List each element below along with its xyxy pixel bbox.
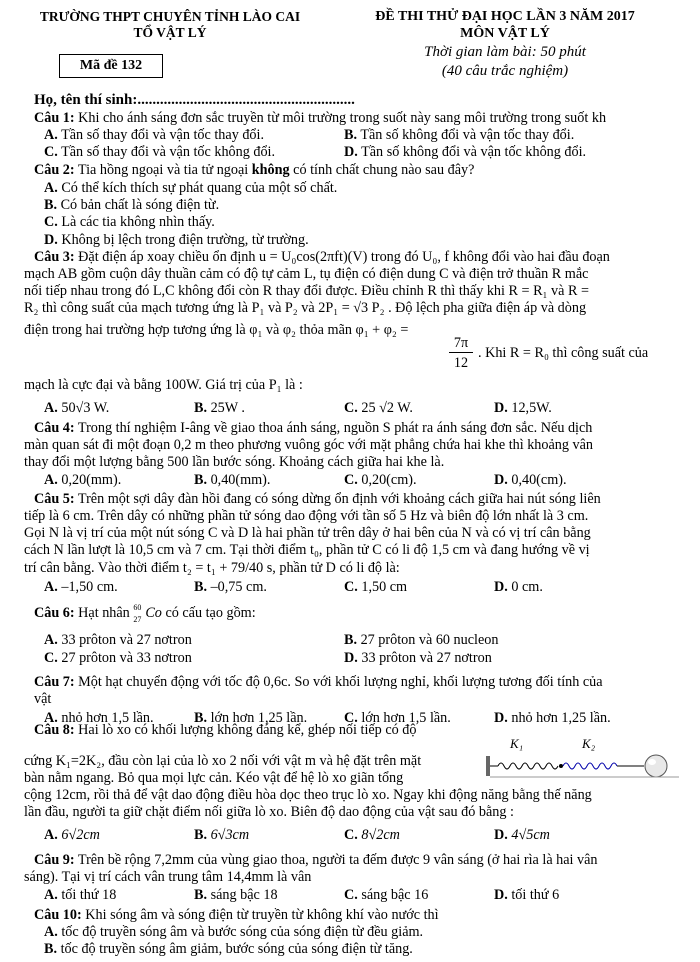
exam-code-box: Mã đề 132 [59, 54, 163, 78]
option-d[interactable]: D. 4√5cm [494, 827, 550, 843]
option-d[interactable]: D. 0 cm. [494, 579, 543, 595]
subject-title: MÔN VẬT LÝ [460, 26, 550, 41]
question-stem: Hai lò xo có khối lượng không đáng kể, ghép nối tiếp có độ [78, 722, 417, 738]
wall [486, 756, 490, 776]
question-label: Câu 2: [34, 162, 75, 178]
question-stem-line: cách N lần lượt là 10,5 cm và 7 cm. Tại thời điểm t₀, phần tử C có li độ 1,5 cm và đang hướng về vị [24, 542, 590, 558]
question-stem-line: mạch AB gồm cuộn dây thuần cảm có độ tự cảm L, tụ điện có điện dung C và điện trở thuần R mắc [24, 266, 589, 282]
option-c[interactable]: C. lớn hơn 1,5 lần. [344, 710, 451, 726]
option-d[interactable]: D. 0,40(cm). [494, 472, 567, 488]
question-stem: Đặt điện áp xoay chiều ổn định u = U₀cos(2πft)(V) trong đó U₀, f không đổi vào hai đầu đoạn [78, 249, 610, 265]
question-label: Câu 9: [34, 852, 75, 868]
option-d[interactable]: D. tối thứ 6 [494, 887, 560, 903]
option-d[interactable]: D. 33 prôton và 27 nơtron [344, 650, 492, 666]
option-a[interactable]: A. –1,50 cm. [44, 579, 118, 595]
option-a[interactable]: A. 6√2cm [44, 827, 100, 843]
question-stem-line: Gọi N là vị trí của một nút sóng C và D là hai phần tử trên dây ở hai bên của N và có vị trí cân bằng [24, 525, 591, 541]
question-stem-line: trí cân bằng. Vào thời điểm t₂ = t₁ + 79/40 s, phần tử D có li độ là: [24, 560, 400, 576]
exam-duration: Thời gian làm bài: 50 phút [424, 44, 586, 60]
exam-title: ĐỀ THI THỬ ĐẠI HỌC LẦN 3 NĂM 2017 [375, 9, 635, 24]
option-b[interactable]: B. 25W . [194, 400, 245, 416]
spring-2 [563, 763, 617, 769]
question-count: (40 câu trắc nghiệm) [441, 63, 569, 79]
question-stem-line: mạch là cực đại và bằng 100W. Giá trị của P₁ là : [24, 377, 303, 393]
option-b[interactable]: B. Có bản chất là sóng điện từ. [44, 197, 220, 213]
option-c[interactable]: C. 25 √2 W. [344, 400, 413, 416]
option-b[interactable]: B. 0,40(mm). [194, 472, 271, 488]
fraction-numerator: 7π [453, 335, 469, 351]
fraction-bar [449, 352, 473, 353]
option-c[interactable]: C. 27 prôton và 33 nơtron [44, 650, 192, 666]
question-stem-line: lần đầu, người ta giữ chặt điểm nối giữa lò xo. Biên độ dao động của vật sau đó bằng : [24, 804, 514, 820]
question-stem: Trong thí nghiệm I-âng về giao thoa ánh sáng, nguồn S phát ra ánh sáng đơn sắc. Nếu dịch [77, 420, 593, 436]
spring-mass-figure [484, 736, 680, 780]
question-stem-line: tiếp là 6 cm. Trên dây có những phần tử sóng dao động với tần số 5 Hz và biên độ lớn nhất là 3 cm. [24, 508, 589, 524]
student-name-field[interactable]: Họ, tên thí sinh:.......................................................... [34, 92, 355, 108]
option-d[interactable]: D. 12,5W. [494, 400, 552, 416]
isotope-notation [133, 605, 145, 622]
option-d[interactable]: D. nhỏ hơn 1,25 lần. [494, 710, 611, 726]
question-stem-line: nối tiếp nhau trong đó L,C không đổi còn R thay đổi được. Điều chỉnh R thì thấy khi R = R₁ và R = [24, 283, 589, 299]
element-symbol: Co [145, 605, 162, 621]
option-b[interactable]: B. tốc độ truyền sóng âm giảm, bước sóng của sóng điện từ tăng. [44, 941, 413, 957]
spring-joint [559, 764, 563, 768]
option-c[interactable]: C. Là các tia không nhìn thấy. [44, 214, 215, 230]
question-stem-line: thay đổi một lượng bằng 500 lần bước sóng. Khoảng cách giữa hai khe là. [24, 454, 445, 470]
option-c[interactable]: C. Tần số thay đổi và vận tốc không đổi. [44, 144, 276, 160]
option-a[interactable]: A. tối thứ 18 [44, 887, 117, 903]
question-stem-end: có tính chất chung nào sau đây? [289, 162, 475, 178]
question-stem: Trên một sợi dây đàn hồi đang có sóng dừng ổn định với khoảng cách giữa hai nút sóng liên [77, 491, 601, 507]
question-stem: Một hạt chuyển động với tốc độ 0,6c. So với khối lượng nghỉ, khối lượng tương đối tính của [78, 674, 603, 690]
question-stem-end: có cấu tạo gồm: [161, 605, 256, 621]
question-stem-line: bàn nằm ngang. Bỏ qua mọi lực cản. Kéo vật để hệ lò xo giãn tổng [24, 770, 404, 786]
option-b[interactable]: B. Tần số không đổi và vận tốc thay đổi. [344, 127, 575, 143]
question-stem-line: điện trong hai trường hợp tương ứng là φ₁ và φ₂ thỏa mãn φ₁ + φ₂ = [24, 322, 409, 338]
option-a[interactable]: A. Có thể kích thích sự phát quang của một số chất. [44, 180, 338, 196]
option-b[interactable]: B. sáng bậc 18 [194, 887, 278, 903]
option-d[interactable]: D. Tần số không đổi và vận tốc không đổi. [344, 144, 587, 160]
question-label: Câu 6: [34, 605, 75, 621]
question-label: Câu 10: [34, 907, 82, 923]
school-name: TRƯỜNG THPT CHUYÊN TỈNH LÀO CAI [39, 9, 301, 24]
question-stem-line: cộng 12cm, rồi thả để vật dao động điều hòa dọc theo trục lò xo. Ngay khi động năng bằng thế năng [24, 787, 592, 803]
option-a[interactable]: A. 0,20(mm). [44, 472, 122, 488]
option-a[interactable]: A. 33 prôton và 27 nơtron [44, 632, 192, 648]
option-a[interactable]: A. nhỏ hơn 1,5 lần. [44, 710, 154, 726]
spring-1 [498, 763, 558, 769]
label-k1: K₁ [510, 736, 524, 751]
department-name: TỔ VẬT LÝ [133, 25, 207, 40]
option-c[interactable]: C. 0,20(cm). [344, 472, 417, 488]
question-stem-line: màn quan sát đi một đoạn 0,2 m theo phương vuông góc với mặt phẳng chứa hai khe thì khoảng vân [24, 437, 594, 453]
fraction-denominator: 12 [453, 355, 469, 371]
question-stem: Tia hồng ngoại và tia tử ngoại [77, 162, 252, 178]
option-b[interactable]: B. 6√3cm [194, 827, 250, 843]
option-c[interactable]: C. 8√2cm [344, 827, 400, 843]
question-stem: Trên bề rộng 7,2mm của vùng giao thoa, người ta đếm được 9 vân sáng (ở hai rìa là hai vân [77, 852, 598, 868]
option-a[interactable]: A. tốc độ truyền sóng âm và bước sóng của sóng điện từ đều giảm. [44, 924, 424, 940]
question-stem-line: R₂ thì công suất của mạch tương ứng là P₁ và P₂ và 2P₁ = √3 P₂ . Độ lệch pha giữa điện áp và dòng [24, 300, 587, 316]
mass-ball [645, 755, 667, 777]
question-stem: Hạt nhân [78, 605, 134, 621]
option-a[interactable]: A. Tần số thay đổi và vận tốc thay đổi. [44, 127, 265, 143]
option-b[interactable]: B. –0,75 cm. [194, 579, 267, 595]
option-c[interactable]: C. sáng bậc 16 [344, 887, 429, 903]
question-label: Câu 5: [34, 491, 75, 507]
option-d[interactable]: D. Không bị lệch trong điện trường, từ trường. [44, 232, 309, 248]
question-stem: Khi sóng âm và sóng điện từ truyền từ không khí vào nước thì [85, 907, 439, 923]
question-label: Câu 3: [34, 249, 75, 265]
option-b[interactable]: B. 27 prôton và 60 nucleon [344, 632, 499, 648]
option-a[interactable]: A. 50√3 W. [44, 400, 110, 416]
question-stem-line: . Khi R = R₀ thì công suất của [478, 345, 649, 361]
atomic-number: 27 [133, 615, 142, 624]
question-label: Câu 7: [34, 674, 75, 690]
option-c[interactable]: C. 1,50 cm [344, 579, 408, 595]
question-label: Câu 4: [34, 420, 75, 436]
question-stem-line: vật [34, 691, 52, 707]
question-label: Câu 8: [34, 722, 75, 738]
option-b[interactable]: B. lớn hơn 1,25 lần. [194, 710, 308, 726]
question-stem: Khi cho ánh sáng đơn sắc truyền từ môi trường trong suốt này sang môi trường trong suốt kh [78, 110, 607, 126]
mass-number: 60 [133, 603, 142, 612]
question-stem-line: cứng K₁=2K₂, đầu còn lại của lò xo 2 nối với vật m và hệ đặt trên mặt [24, 753, 422, 769]
question-stem-line: sáng). Tại vị trí cách vân trung tâm 14,4mm là vân [24, 869, 312, 885]
label-k2: K₂ [582, 736, 596, 751]
question-label: Câu 1: [34, 110, 75, 126]
question-emphasis: không [251, 162, 290, 178]
